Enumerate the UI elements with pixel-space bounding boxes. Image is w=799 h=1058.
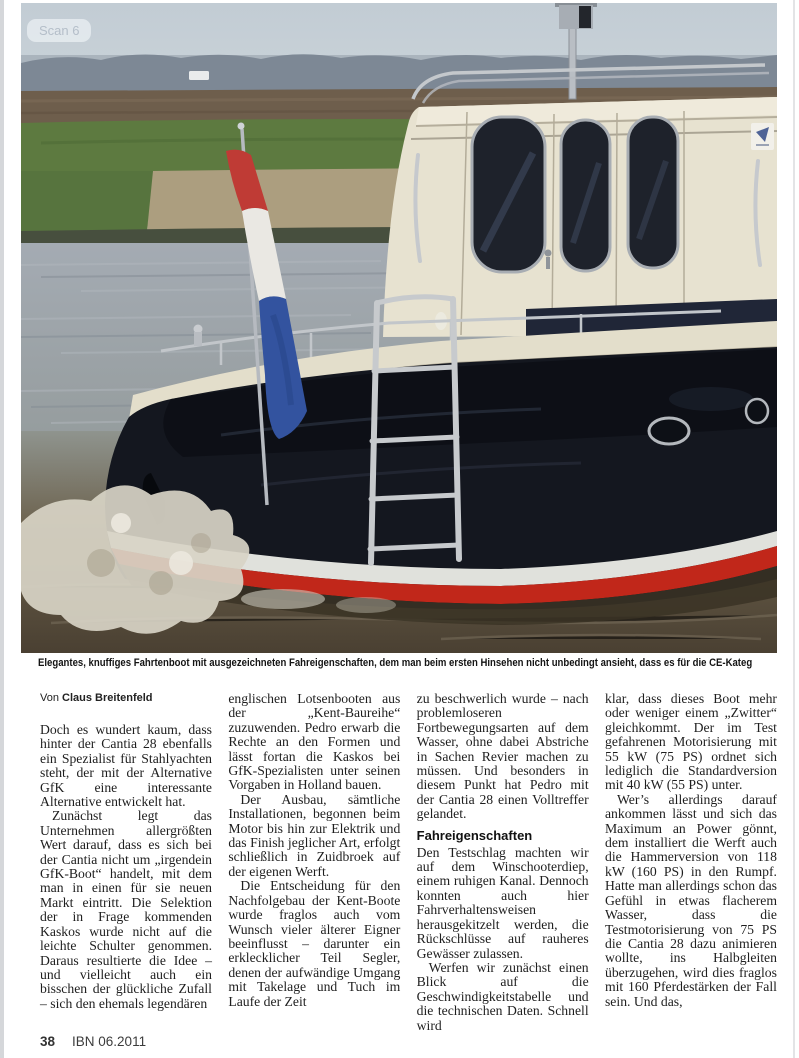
magazine-issue: IBN 06.2011 (72, 1034, 147, 1049)
article-body (40, 691, 777, 1033)
article-paragraph: Doch es wundert kaum, dass hinter der Cantia 28 ebenfalls ein Spezialist für Stahlyachten steht, der mit der Alternative GfK eine interessante Alternative entwickelt hat. (40, 722, 212, 810)
page-footer (40, 1034, 146, 1049)
boat-photo-illustration (21, 3, 777, 653)
photo-caption-text: Elegantes, knuffiges Fahrtenboot mit ausgezeichneten Fahreigenschaften, dem man beim ersten Hinsehen nicht unbedingt ansieht, dass es für die CE-Kateg (38, 657, 753, 669)
grass-bank-near (21, 171, 153, 237)
scan-edge-right (793, 0, 795, 1058)
brand-logo (751, 123, 774, 150)
porthole (649, 418, 689, 444)
article-column-4 (605, 692, 777, 1022)
column-text (605, 692, 777, 1009)
article-column-2 (228, 692, 400, 1022)
scan-watermark: Scan 6 (27, 19, 91, 42)
cabin-windows (472, 117, 678, 272)
porthole (746, 399, 768, 423)
boat-photo (21, 3, 777, 653)
photo-caption (38, 657, 777, 673)
article-paragraph: Die Entscheidung für den Nachfolgebau der Kent-Boote wurde fraglos auch vom Wunsch vieler älterer Eigner beeinflusst – darunter ein erklecklicher Teil Segler, denen der aufwändige Umgang mit Takelage und Tuch im Laufe der Zeit (228, 878, 401, 1009)
article-paragraph: Der Ausbau, sämtliche Installationen, begonnen beim Motor bis hin zur Elektrik und das Finish jeglicher Art, erfolgt schließlich in Zuidbroek auf der eigenen Werft. (228, 791, 401, 879)
scan-edge-left (0, 0, 4, 1058)
article-column-3 (416, 691, 589, 1033)
distant-truck (189, 71, 209, 80)
section-heading: Fahreigenschaften (416, 827, 533, 843)
column-text (228, 692, 400, 1009)
article-paragraph: Wer’s allerdings darauf ankommen lässt und sich das Maximum an Power gönnt, dem installiert die Werft auch die Hammerversion von 118 kW (160 PS) in den Rumpf. Hatte man allerdings schon das Gefühl in etwas flacherem Wasser, dass die Testmotorisierung von 75 PS die Cantia 28 dazu animieren wollte, ins Halbgleiten überzugehen, wird dies fraglos mit 160 Pferdestärken der Fall sein. Und das, (604, 791, 777, 1009)
byline (40, 692, 212, 704)
column-text (417, 692, 589, 1033)
article-paragraph: zu beschwerlich wurde – nach problemloseren Fortbewegungsarten auf dem Wasser, ohne dabei Abstriche in Sachen Revier machen zu müssen. Und besonders in diesem Punkt hat Pedro mit der Cantia 28 einen Volltreffer gelandet. (416, 691, 589, 822)
article-paragraph: Zunächst legt das Unternehmen allergrößten Wert darauf, dass es sich bei der Cantia nicht um „irgendein GfK-Boot“ handelt, mit dem man in einen für sie neuen Markt eintritt. Die Selektion der in Frage kommenden Kaskos wurde nicht auf die leichte Schulter genommen. Daraus resultierte die Idee – und vielleicht auch ein bisschen der glückliche Zufall – sich den ehemals legendären (40, 808, 212, 1011)
byline-prefix: Von (40, 692, 59, 704)
page-number: 38 (40, 1034, 56, 1049)
deck-cleat (194, 325, 203, 347)
byline-author: Claus Breitenfeld (62, 692, 153, 704)
article-column-1 (40, 692, 212, 1022)
article-paragraph: Den Testschlag machten wir auf dem Winschooterdiep, einem ruhigen Kanal. Dennoch konnten auch hier Fahrverhaltensweisen herausgekitzelt werden, die Rückschlüsse auf rauheres Gewässer zulassen. (416, 844, 589, 961)
article-paragraph: englischen Lotsenbooten aus der „Kent-Baureihe“ zuzuwenden. Pedro erwarb die Rechte an den Formen und lässt fortan die Kaskos bei GfK-Spezialisten unter seinen Vorgaben in Holland bauen. (228, 691, 401, 793)
article-paragraph: klar, dass dieses Boot mehr oder weniger einem „Zwitter“ gleichkommt. Der im Test gefahrenen Motorisierung mit 55 kW (75 PS) ordnet sich lediglich die Standardversion mit 40 kW (55 PS) unter. (604, 691, 777, 793)
article-paragraph: Werfen wir zunächst einen Blick auf die Geschwindigkeitstabelle und die technischen Daten. Schnell wird (416, 959, 589, 1033)
column-text (40, 723, 212, 1011)
